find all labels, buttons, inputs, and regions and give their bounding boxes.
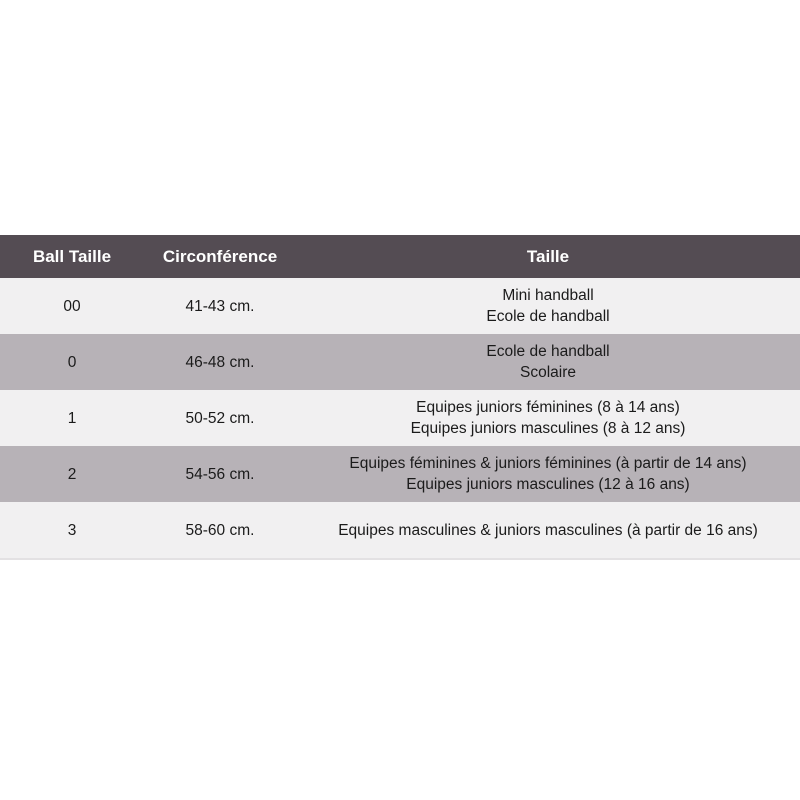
category-line: Ecole de handball: [486, 343, 610, 360]
cell-category: [296, 520, 800, 541]
cell-ball-size: 00: [63, 297, 81, 315]
cell-circumference: 41-43 cm.: [185, 297, 255, 315]
header-cell-ball-size: Ball Taille: [32, 246, 112, 266]
cell-circumference: 50-52 cm.: [185, 409, 255, 427]
table-row: [0, 502, 800, 558]
table-row: [0, 390, 800, 446]
cell-category: [296, 453, 800, 495]
cell-circumference: 46-48 cm.: [185, 353, 255, 371]
category-line: Equipes masculines & juniors masculines (à partir de 16 ans): [338, 521, 758, 539]
cell-ball-size: 3: [67, 521, 77, 539]
category-line: Mini handball: [502, 287, 594, 304]
cell-circumference: 58-60 cm.: [185, 521, 255, 539]
category-line: Equipes juniors masculines (8 à 12 ans): [410, 420, 686, 437]
cell-category: [296, 341, 800, 383]
header-cell-circumference: Circonférence: [162, 246, 278, 266]
table-header-row: [0, 235, 800, 278]
size-chart-table: [0, 235, 800, 560]
table-row: [0, 334, 800, 390]
header-cell-category: Taille: [526, 246, 570, 266]
category-line: Equipes juniors féminines (8 à 14 ans): [416, 399, 680, 416]
cell-category: [296, 285, 800, 327]
category-line: Equipes féminines & juniors féminines (à partir de 14 ans): [349, 455, 747, 472]
category-line: Equipes juniors masculines (12 à 16 ans): [406, 476, 690, 493]
table-row: [0, 446, 800, 502]
category-line: Scolaire: [520, 364, 576, 381]
table-row: [0, 278, 800, 334]
cell-ball-size: 1: [67, 409, 77, 427]
cell-ball-size: 0: [67, 353, 77, 371]
cell-category: [296, 397, 800, 439]
cell-ball-size: 2: [67, 465, 77, 483]
category-line: Ecole de handball: [486, 308, 610, 325]
cell-circumference: 54-56 cm.: [185, 465, 255, 483]
